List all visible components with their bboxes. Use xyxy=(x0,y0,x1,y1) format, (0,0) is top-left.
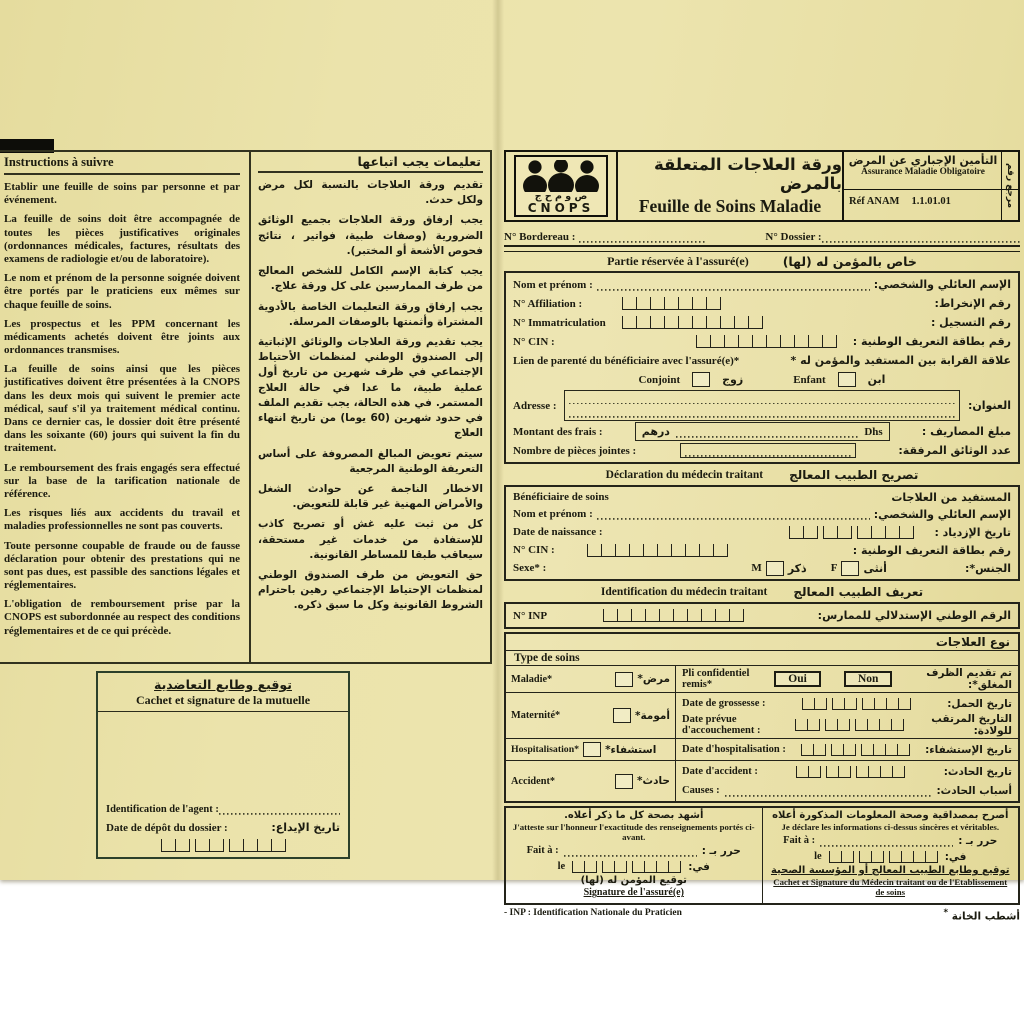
pieces-label-ar: عدد الوثائق المرفقة: xyxy=(898,444,1011,457)
beneficiary-cin-label-fr: N° CIN : xyxy=(513,544,555,556)
identification-section-header xyxy=(504,584,1020,600)
instruction-fr-paragraph: Les prospectus et les PPM concernant les médicaments achetés doivent être joints aux ordonnances transmises. xyxy=(4,317,240,357)
amount-field-box[interactable] xyxy=(635,422,890,441)
ref-anam-label: Réf ANAM xyxy=(849,196,900,207)
instructions-ar-title: تعليمات يجب اتباعها xyxy=(258,154,483,173)
bordereau-row xyxy=(504,227,1020,243)
instruction-ar-paragraph: كل من ثبت عليه غش أو تصريح كاذب للإستفادة من خدمات غير مستحقة، سيعاقب طبقا للمساطر القانونية. xyxy=(258,518,483,561)
hospitalisation-cell xyxy=(506,739,676,760)
grossesse-label-ar: تاريخ الحمل: xyxy=(947,697,1013,710)
logo-people-icon xyxy=(520,160,602,192)
section-partie-assuree xyxy=(504,253,1020,269)
beneficiary-cin-comb[interactable] xyxy=(587,544,728,557)
accouchement-comb[interactable] xyxy=(795,719,904,731)
kinship-row xyxy=(513,351,1011,370)
instructions-fr-title: Instructions à suivre xyxy=(4,155,240,175)
le-label-ar: في: xyxy=(688,860,710,873)
male-checkbox[interactable] xyxy=(766,561,784,576)
doctor-signature-label-ar: توقيع وطابع الطبيب المعالج أو المؤسسة الصحية xyxy=(770,865,1010,877)
inp-row xyxy=(513,606,1011,625)
le-label-fr: le xyxy=(814,851,822,863)
dossier-label: N° Dossier : xyxy=(765,231,822,243)
mutuelle-title-fr: Cachet et signature de la mutuelle xyxy=(135,693,311,707)
maladie-label-ar: مرض* xyxy=(637,673,670,685)
deposit-date-row xyxy=(106,821,340,834)
maladie-row xyxy=(506,666,1018,693)
female-label-ar: أنثى xyxy=(863,561,887,575)
mutuelle-title-ar: توقيع وطابع التعاضدية xyxy=(154,677,292,692)
assured-name-label-fr: Nom et prénom : xyxy=(513,278,593,291)
assured-cin-label-ar: رقم بطاقة التعريف الوطنية : xyxy=(852,335,1011,348)
cnops-logo xyxy=(514,155,608,217)
instructions-ar-panel xyxy=(249,150,492,664)
hospitalisation-date-line xyxy=(682,740,1012,759)
assured-cin-label-fr: N° CIN : xyxy=(513,335,555,348)
accouchement-label-fr: Date prévue d'accouchement : xyxy=(682,714,761,736)
double-rule xyxy=(504,245,1020,252)
pieces-field-box[interactable] xyxy=(680,443,856,458)
maladie-checkbox[interactable] xyxy=(615,672,633,687)
beneficiary-cin-row xyxy=(513,541,1011,559)
doctor-fait-row xyxy=(783,833,997,848)
address-field-box[interactable] xyxy=(564,390,959,421)
sex-label-fr: Sexe* : xyxy=(513,562,547,574)
beneficiary-name-row xyxy=(513,505,1011,523)
hospitalisation-label-ar: استشفاء* xyxy=(605,743,657,756)
kinship-options-row xyxy=(513,370,1011,389)
grossesse-label-fr: Date de grossesse : xyxy=(682,698,766,709)
doctor-attestation-fr: Je déclare les informations ci-dessus sincères et véritables. xyxy=(781,822,1000,832)
identification-header-ar: تعريف الطبيب المعالج xyxy=(793,585,924,599)
amount-row xyxy=(513,422,1011,441)
inp-label-ar: الرقم الوطني الإستدلالي للممارس: xyxy=(817,609,1011,622)
instruction-fr-paragraph: La feuille de soins doit être accompagnée de toutes les pièces justificatives originales (ordonnances médicales, factures, résultats des examens de radiologie et/ou de laboratoire). xyxy=(4,213,240,265)
le-label-fr: le xyxy=(557,861,566,873)
beneficiary-name-label-fr: Nom et prénom : xyxy=(513,508,593,520)
hospitalisation-date-cell xyxy=(676,739,1018,760)
amount-label-ar: مبلغ المصاريف : xyxy=(921,425,1012,438)
oui-box[interactable]: Oui xyxy=(774,671,821,687)
instruction-fr-paragraph: Le remboursement des frais engagés sera effectué sur la base de la tarification nationale de référence. xyxy=(4,461,240,500)
hospitalisation-row xyxy=(506,739,1018,761)
assured-box xyxy=(504,271,1020,464)
causes-label-ar: أسباب الحادث: xyxy=(936,784,1012,797)
instruction-fr-paragraph: L'obligation de remboursement prise par la CNOPS est subordonnée au respect des conditions réglementaires et de ce qui précède. xyxy=(4,598,240,637)
deposit-date-label-fr: Date de dépôt du dossier : xyxy=(106,821,228,834)
declaration-header-fr: Déclaration du médecin traitant xyxy=(605,469,764,481)
accident-label-fr: Accident* xyxy=(511,775,556,787)
conjoint-label-ar: زوج xyxy=(722,373,744,386)
instruction-ar-paragraph: حق التعويض من طرف الصندوق الوطني لمنظمات الإحتياط الإجتماعي رهين باحترام الشروط القانونية وكل ما سبق ذكره. xyxy=(258,569,483,612)
accident-date-label-fr: Date d'accident : xyxy=(682,766,758,777)
causes-line xyxy=(682,781,1012,800)
assured-name-field[interactable] xyxy=(597,279,870,291)
male-label-ar: ذكر xyxy=(787,561,807,575)
assured-fait-field[interactable] xyxy=(564,845,697,857)
instruction-fr-paragraph: Toute personne coupable de fraude ou de fausse déclaration pour obtenir des prestations qui ne sont pas dues, est passible des sanctions légales et réglementaires. xyxy=(4,539,240,592)
affiliation-comb[interactable] xyxy=(622,297,721,310)
kinship-label-ar: علاقة القرابة بين المستفيد والمؤمن له * xyxy=(790,354,1011,367)
maladie-label-fr: Maladie* xyxy=(511,673,553,685)
footer-row xyxy=(504,908,1020,923)
hospitalisation-label-fr: Hospitalisation* xyxy=(511,744,580,755)
instruction-ar-paragraph: يجب تقديم ورقة العلاجات والوثائق الإثباتية إلى الصندوق الوطني لمنظمات الأحتياط الإجتماعي في ظرف شهرين من تاريخ أول عملية طبية، ما عدا في حالة العلاج المستمر. في هذه الحالة، يجب تقديم الملف في حدود شهرين (60 يوما) من تاريخ انتهاء العلاج xyxy=(258,335,483,440)
doctor-date-comb[interactable] xyxy=(829,851,938,863)
instruction-ar-paragraph: يجب إرفاق ورقة التعليمات الخاصة بالأدوية المشتراة وأثمنتها بالوصفات المرسلة. xyxy=(258,300,483,328)
agent-id-field[interactable] xyxy=(219,803,340,815)
grossesse-comb[interactable] xyxy=(802,698,911,710)
partie-assuree-fr: Partie réservée à l'assuré(e) xyxy=(607,253,749,268)
assured-name-label-ar: الإسم العائلي والشخصي: xyxy=(873,278,1011,291)
pli-label-ar: تم تقديم الظرف المغلق*: xyxy=(926,667,1012,691)
form-title-fr: Feuille de Soins Maladie xyxy=(638,196,822,216)
instruction-ar-paragraph: سيتم تعويض المبالغ المصروفة على أساس التعريفة الوطنية المرجعية xyxy=(258,447,483,475)
immatriculation-row xyxy=(513,313,1011,332)
logo-cell xyxy=(506,152,618,220)
care-title-ar: نوع العلاجات xyxy=(506,634,1018,651)
assured-fait-row xyxy=(527,843,741,858)
doctor-signature-label-fr: Cachet et Signature du Médecin traitant ou de l'Etablissement de soins xyxy=(773,877,1008,898)
pieces-dotted-line xyxy=(685,445,851,457)
immatriculation-label-ar: رقم التسجيل : xyxy=(930,316,1011,329)
inp-label-fr: N° INP xyxy=(513,609,548,622)
cross-box-note-ar: أشطب الخانة xyxy=(951,910,1020,923)
accident-checkbox[interactable] xyxy=(615,774,633,789)
cross-box-note xyxy=(943,908,1020,923)
amo-block xyxy=(844,152,1018,190)
enfant-checkbox[interactable] xyxy=(838,372,856,387)
beneficiary-title-ar: المستفيد من العلاجات xyxy=(891,490,1011,504)
inp-box xyxy=(504,602,1020,629)
instruction-fr-paragraph: Les risques liés aux accidents du travail et maladies professionnelles ne sont pas couverts. xyxy=(4,507,240,533)
maternite-row xyxy=(506,693,1018,739)
amount-dotted-line xyxy=(676,426,858,438)
dirham-unit-ar: درهم xyxy=(641,425,670,438)
identification-header-fr: Identification du médecin traitant xyxy=(600,586,768,598)
logo-text-ar: ص و م ح ج xyxy=(534,191,588,203)
instruction-ar-paragraph: يجب إرفاق ورقة العلاجات بجميع الوثائق الضرورية (وصفات طبية، فواتير ، نتائج فحوص الأشعة أو المختبر). xyxy=(258,214,483,257)
hospitalisation-date-label-ar: تاريخ الإستشفاء: xyxy=(925,743,1012,756)
kinship-label-fr: Lien de parenté du bénéficiaire avec l'assuré(e)* xyxy=(513,354,740,367)
care-title-fr: Type de soins xyxy=(506,651,1018,666)
instruction-fr-paragraph: Le nom et prénom de la personne soignée doivent être portés par le praticiens eux mêmes sur chaque feuille de soins. xyxy=(4,272,240,311)
assured-attestation-fr: J'atteste sur l'honneur l'exactitude des renseignements portés ci-avant. xyxy=(512,822,755,843)
attestation-section xyxy=(504,806,1020,905)
beneficiary-name-field[interactable] xyxy=(597,508,870,520)
hospitalisation-checkbox[interactable] xyxy=(583,742,601,757)
bordereau-label: N° Bordereau : xyxy=(504,231,576,243)
instructions-fr-list xyxy=(4,181,240,638)
logo-text-latin: CNOPS xyxy=(527,200,595,215)
hospitalisation-date-label-fr: Date d'hospitalisation : xyxy=(682,744,786,755)
amo-title-ar: التأمين الإجباري عن المرض xyxy=(848,154,998,167)
address-dotted-line xyxy=(569,393,954,404)
instruction-ar-paragraph: الاخطار الناجمة عن حوادث الشغل والأمراض المهنية غير قابلة للتعويض. xyxy=(258,482,483,511)
sex-row xyxy=(513,559,1011,577)
fait-label-ar: حرر بـ : xyxy=(958,834,998,847)
dhs-unit: Dhs xyxy=(864,425,883,438)
inp-comb[interactable] xyxy=(603,609,744,622)
assured-date-comb[interactable] xyxy=(572,861,681,873)
affiliation-row xyxy=(513,294,1011,313)
assured-attestation-column xyxy=(506,808,763,903)
immatriculation-label-fr: N° Immatriculation xyxy=(513,316,606,329)
pieces-row xyxy=(513,441,1011,460)
ref-anam-value: 1.1.01.01 xyxy=(911,196,951,207)
grossesse-line xyxy=(682,694,1012,713)
maternite-label-ar: أمومة* xyxy=(634,709,670,722)
fait-label-fr: Fait à : xyxy=(526,845,559,857)
birthdate-label-ar: تاريخ الإزدياد : xyxy=(934,525,1011,539)
assured-date-row xyxy=(558,859,710,874)
beneficiary-box xyxy=(504,485,1020,581)
beneficiary-title-row xyxy=(513,489,1011,505)
conjoint-checkbox[interactable] xyxy=(692,372,710,387)
assured-cin-comb[interactable] xyxy=(696,335,837,348)
beneficiary-name-label-ar: الإسم العائلي والشخصي: xyxy=(873,507,1011,521)
accident-label-ar: حادث* xyxy=(637,775,670,787)
causes-label-fr: Causes : xyxy=(682,785,720,796)
ref-vertical-strip xyxy=(1001,152,1018,220)
affiliation-label-ar: رقم الإنخراط: xyxy=(934,297,1011,310)
conjoint-label-fr: Conjoint xyxy=(638,373,681,386)
immatriculation-comb[interactable] xyxy=(622,316,763,329)
fait-label-fr: Fait à : xyxy=(783,835,816,847)
mutuelle-stamp-area xyxy=(106,712,340,803)
beneficiary-cin-label-ar: رقم بطاقة التعريف الوطنية : xyxy=(852,543,1011,557)
accouchement-line xyxy=(682,713,1012,737)
affiliation-label-fr: N° Affiliation : xyxy=(513,297,583,310)
accident-cell xyxy=(506,761,676,801)
maternite-dates-cell xyxy=(676,693,1018,738)
amount-label-fr: Montant des frais : xyxy=(513,425,603,438)
declaration-header-ar: تصريح الطبيب المعالج xyxy=(789,468,919,482)
instruction-ar-paragraph: يجب كتابة الإسم الكامل للشخص المعالج من طرف الممارسين على كل ورقة علاج. xyxy=(258,265,483,293)
type-de-soins-box xyxy=(504,632,1020,803)
partie-assuree-ar: خاص بالمؤمن له (لها) xyxy=(782,253,917,269)
pieces-label-fr: Nombre de pièces jointes : xyxy=(513,444,637,457)
instruction-ar-paragraph: تقديم ورقة العلاجات بالنسبة لكل مرض ولكل حدث. xyxy=(258,179,483,207)
inp-footnote: - INP : Identification Nationale du Praticien xyxy=(504,907,682,918)
doctor-attestation-column xyxy=(763,808,1019,903)
bordereau-field[interactable] xyxy=(579,231,707,243)
hospitalisation-date-comb[interactable] xyxy=(801,744,910,756)
causes-field[interactable] xyxy=(725,785,932,797)
accident-date-comb[interactable] xyxy=(796,766,905,778)
feuille-de-soins-form xyxy=(504,150,1020,922)
accident-details-cell xyxy=(676,761,1018,801)
non-box[interactable]: Non xyxy=(844,671,892,687)
deposit-date-comb[interactable] xyxy=(161,839,286,852)
female-checkbox[interactable] xyxy=(841,561,859,576)
pli-cell xyxy=(676,666,1018,692)
doctor-date-row xyxy=(814,849,966,864)
maternite-checkbox[interactable] xyxy=(613,708,631,723)
ref-cell xyxy=(844,152,1018,220)
address-dotted-line xyxy=(569,407,954,418)
agent-id-label: Identification de l'agent : xyxy=(106,804,219,815)
sex-label-ar: الجنس*: xyxy=(964,561,1011,575)
pli-line xyxy=(682,667,1012,691)
instructions-ar-list xyxy=(258,178,483,614)
le-label-ar: في: xyxy=(944,850,967,863)
enfant-label-ar: ابن xyxy=(867,373,886,386)
assured-signature-label-fr: Signature de l'assuré(e) xyxy=(583,887,684,899)
doctor-attestation-ar: أصرح بمصداقية وصحة المعلومات المذكورة أعلاه xyxy=(772,810,1009,821)
maternite-label-fr: Maternité* xyxy=(511,710,561,721)
footnote-asterisk: * xyxy=(943,907,949,918)
title-cell xyxy=(618,152,844,220)
declaration-section-header xyxy=(504,467,1020,483)
assured-cin-row xyxy=(513,332,1011,351)
fait-label-ar: حرر بـ : xyxy=(701,844,741,857)
address-label-fr: Adresse : xyxy=(513,399,557,412)
enfant-label-fr: Enfant xyxy=(793,373,826,386)
male-label-fr: M xyxy=(751,562,762,574)
accident-date-line xyxy=(682,762,1012,781)
maternite-cell xyxy=(506,693,676,738)
beneficiary-title-fr: Bénéficiaire de soins xyxy=(513,491,609,503)
maladie-cell xyxy=(506,666,676,692)
ref-anam-block xyxy=(844,190,1018,207)
accident-row xyxy=(506,761,1018,801)
dossier-field[interactable] xyxy=(822,231,1020,243)
deposit-date-label-ar: تاريخ الإيداع: xyxy=(271,821,340,834)
mutuelle-stamp-box xyxy=(96,671,350,859)
instruction-fr-paragraph: La feuille de soins ainsi que les pièces justificatives doivent être présentées à la CNOPS dans les deux mois qui suivent le premier acte médical, sauf s'il ya traitement médical continu. Dans ce dernier cas, le dossier doit être présenté dans les soixante (60) jours qui suivent la fin du traitement. xyxy=(4,363,240,455)
female-label-fr: F xyxy=(830,562,838,574)
birthdate-comb[interactable] xyxy=(789,526,914,539)
amo-title-fr: Assurance Maladie Obligatoire xyxy=(861,167,985,177)
assured-signature-label-ar: توقيع المؤمن له (لها) xyxy=(580,875,687,887)
agent-id-row xyxy=(106,803,340,815)
birthdate-row xyxy=(513,523,1011,541)
address-label-ar: العنوان: xyxy=(967,399,1011,412)
birthdate-label-fr: Date de naissance : xyxy=(513,526,603,538)
ref-vertical-label-ar: مرجع رقم xyxy=(1005,163,1015,209)
pli-label-fr: Pli confidentiel remis* xyxy=(682,668,750,690)
center-fold-shadow xyxy=(492,0,504,880)
instruction-fr-paragraph: Etablir une feuille de soins par personne et par événement. xyxy=(4,181,240,207)
accouchement-label-ar: التاريخ المرتقب للولادة: xyxy=(931,713,1012,737)
assured-attestation-ar: أشهد بصحة كل ما ذكر أعلاه. xyxy=(564,810,704,821)
doctor-fait-field[interactable] xyxy=(820,835,953,847)
address-row xyxy=(513,389,1011,422)
accident-date-label-ar: تاريخ الحادث: xyxy=(943,765,1012,778)
assured-name-row xyxy=(513,275,1011,294)
form-title-ar: ورقة العلاجات المتعلقة بالمرض xyxy=(654,155,842,193)
instructions-fr-panel xyxy=(0,150,251,664)
form-header xyxy=(504,150,1020,222)
